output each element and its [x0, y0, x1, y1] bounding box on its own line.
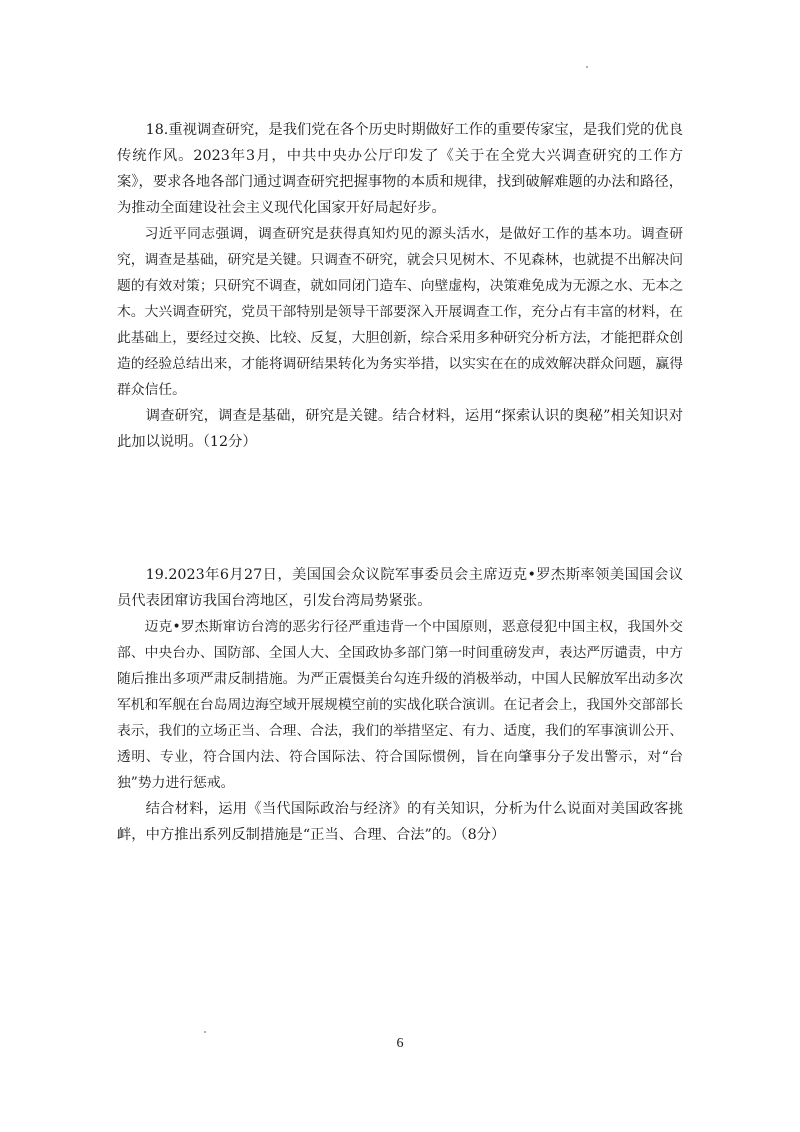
question-18-prompt: 调查研究，调查是基础，研究是关键。结合材料，运用“探索认识的奥秘”相关知识对此加以说明。（12分） [117, 408, 683, 450]
question-19-material: 迈克•罗杰斯窜访台湾的恶劣行径严重违背一个中国原则，恶意侵犯中国主权，我国外交部、中央台办、国防部、全国人大、全国政协多部门第一时间重磅发声，表达严厉谴责，中方随后推出多项严肃反制措施。为严正震慑美台勾连升级的消极举动，中国人民解放军出动多次军机和军舰在台岛周边海空域开展规模空前的实战化联合演训。在记者会上，我国外交部部长表示，我们的立场正当、合理、合法，我们的举措坚定、有力、适度，我们的军事演训公开、透明、专业，符合国内法、符合国际法、符合国际惯例，旨在向肇事分子发出警示，对“台独”势力进行惩戒。 [117, 619, 683, 791]
scan-speck [204, 1031, 206, 1033]
question-18-intro: 18.重视调查研究，是我们党在各个历史时期做好工作的重要传家宝，是我们党的优良传统作风。2023年3月，中共中央办公厅印发了《关于在全党大兴调查研究的工作方案》，要求各地各部门通过调查研究把握事物的本质和规律，找到破解难题的办法和路径，为推动全面建设社会主义现代化国家开好局起好步。 [117, 122, 684, 216]
scan-speck [586, 66, 588, 68]
question-19 [117, 562, 683, 848]
page-number: 6 [396, 1036, 404, 1051]
question-18-material: 习近平同志强调，调查研究是获得真知灼见的源头活水，是做好工作的基本功。调查研究，调查是基础，研究是关键。只调查不研究，就会只见树木、不见森林，也就提不出解决问题的有效对策；只研究不调查，就如同闭门造车、向壁虚构，决策难免成为无源之水、无本之木。大兴调查研究，党员干部特别是领导干部要深入开展调查工作，充分占有丰富的材料，在此基础上，要经过交换、比较、反复，大胆创新，综合采用多种研究分析方法，才能把群众创造的经验总结出来，才能将调研结果转化为务实举措，以实实在在的成效解决群众问题，赢得群众信任。 [117, 226, 683, 398]
question-18 [117, 117, 683, 455]
question-19-intro: 19.2023年6月27日，美国国会众议院军事委员会主席迈克•罗杰斯率领美国国会议员代表团窜访我国台湾地区，引发台湾局势紧张。 [117, 567, 683, 609]
question-19-prompt: 结合材料，运用《当代国际政治与经济》的有关知识，分析为什么说面对美国政客挑衅，中方推出系列反制措施是“正当、合理、合法”的。（8分） [117, 801, 683, 843]
